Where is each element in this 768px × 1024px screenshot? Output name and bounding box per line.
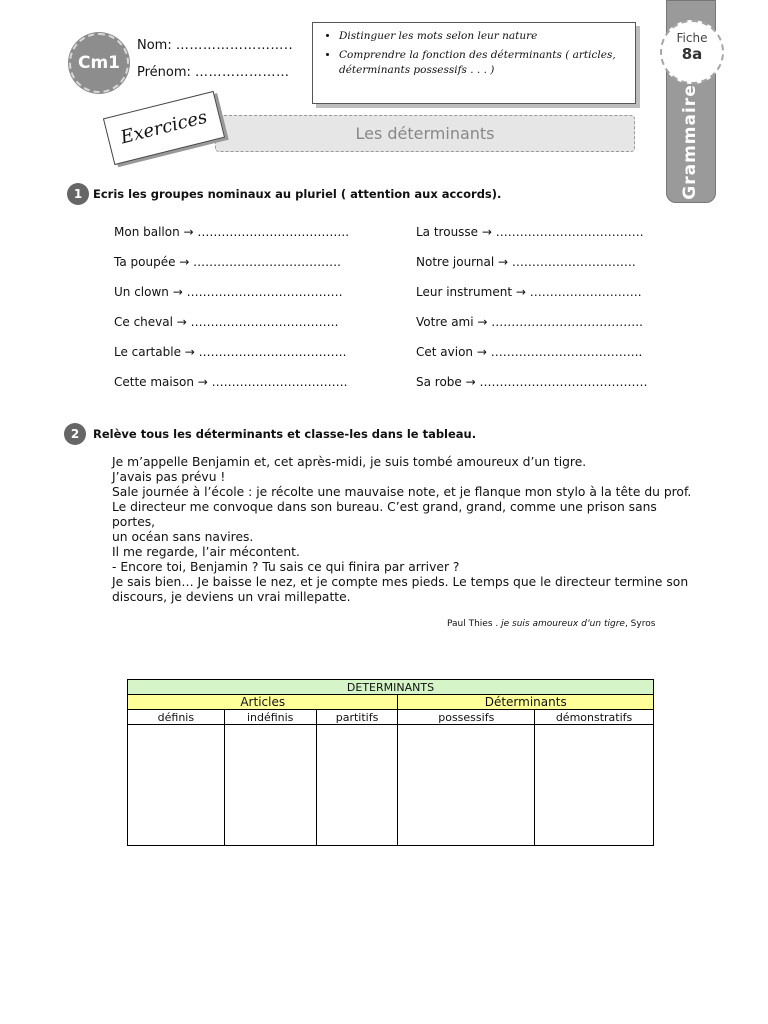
text-line: discours, je deviens un vrai millepatte. bbox=[112, 590, 351, 604]
group-header-determinants: Déterminants bbox=[398, 695, 654, 710]
source-credit bbox=[447, 619, 655, 629]
column-header: indéfinis bbox=[224, 710, 316, 725]
column-header: partitifs bbox=[316, 710, 398, 725]
group-header-articles: Articles bbox=[128, 695, 398, 710]
objectives-box bbox=[312, 22, 636, 104]
list-item[interactable]: Mon ballon → ……………………………….. bbox=[114, 225, 350, 239]
answer-cell[interactable] bbox=[535, 725, 654, 846]
text-line: Je m’appelle Benjamin et, cet après-midi, je suis tombé amoureux d’un tigre. bbox=[112, 455, 587, 469]
fiche-label: Fiche bbox=[676, 31, 708, 45]
list-item[interactable]: Votre ami → ……………………………….. bbox=[416, 315, 643, 329]
firstname-field[interactable]: ………………… bbox=[195, 65, 290, 80]
table-title: DETERMINANTS bbox=[128, 680, 654, 695]
level-badge bbox=[69, 33, 129, 93]
list-item[interactable]: Le cartable → ………………………………. bbox=[114, 345, 347, 359]
text-line: Il me regarde, l’air mécontent. bbox=[112, 545, 300, 559]
text-line: J’avais pas prévu ! bbox=[112, 470, 226, 484]
name-line bbox=[137, 38, 293, 53]
exercise-number-icon: 1 bbox=[67, 183, 89, 205]
text-line: Je sais bien… Je baisse le nez, et je compte mes pieds. Le temps que le directeur termine son bbox=[112, 575, 689, 589]
column-header: démonstratifs bbox=[535, 710, 654, 725]
level-label: Cm1 bbox=[77, 53, 121, 73]
text-line: portes, bbox=[112, 515, 156, 529]
name-field[interactable]: …………………….. bbox=[175, 38, 294, 53]
list-item[interactable]: Cette maison → ……………………………. bbox=[114, 375, 348, 389]
credit-title: je suis amoureux d’un tigre bbox=[501, 619, 625, 629]
objective-item: • Comprendre la fonction des déterminants ( articles, déterminants possessifs . . . ) bbox=[339, 48, 635, 78]
list-item[interactable]: Cet avion → ……………………………….. bbox=[416, 345, 643, 359]
text-line: un océan sans navires. bbox=[112, 530, 254, 544]
page-title: Les déterminants bbox=[215, 115, 635, 152]
exercise1-instruction: Ecris les groupes nominaux au pluriel ( attention aux accords). bbox=[93, 187, 502, 201]
determinants-table bbox=[127, 679, 654, 846]
reading-text bbox=[112, 455, 712, 605]
answer-cell[interactable] bbox=[316, 725, 398, 846]
text-line: Sale journée à l’école : je récolte une mauvaise note, et je flanque mon stylo à la tête du prof. bbox=[112, 485, 692, 499]
text-line: - Encore toi, Benjamin ? Tu sais ce qui finira par arriver ? bbox=[112, 560, 460, 574]
firstname-label: Prénom: bbox=[137, 65, 191, 80]
list-item[interactable]: Leur instrument → ………………………. bbox=[416, 285, 642, 299]
firstname-line bbox=[137, 65, 290, 80]
credit-author: Paul Thies . bbox=[447, 619, 499, 629]
exercise-number-icon: 2 bbox=[64, 423, 86, 445]
fiche-number: 8a bbox=[681, 45, 703, 63]
name-label: Nom: bbox=[137, 38, 172, 53]
list-item[interactable]: Ta poupée → ………………………………. bbox=[114, 255, 341, 269]
column-header: possessifs bbox=[398, 710, 535, 725]
objective-item: • Distinguer les mots selon leur nature bbox=[339, 29, 635, 44]
text-line: Le directeur me convoque dans son bureau. C’est grand, grand, comme une prison sans bbox=[112, 500, 657, 514]
subject-label: Grammaire bbox=[680, 84, 700, 200]
list-item[interactable]: Notre journal → …………………………. bbox=[416, 255, 636, 269]
list-item[interactable]: Sa robe → …………………………………… bbox=[416, 375, 648, 389]
answer-cell[interactable] bbox=[224, 725, 316, 846]
credit-publisher: , Syros bbox=[624, 619, 656, 629]
list-item[interactable]: Ce cheval → ………………………………. bbox=[114, 315, 339, 329]
list-item[interactable]: Un clown → ………………………………… bbox=[114, 285, 343, 299]
list-item[interactable]: La trousse → ………………………………. bbox=[416, 225, 644, 239]
answer-cell[interactable] bbox=[128, 725, 225, 846]
column-header: définis bbox=[128, 710, 225, 725]
fiche-badge bbox=[660, 20, 724, 84]
exercise2-instruction: Relève tous les déterminants et classe-les dans le tableau. bbox=[93, 427, 477, 441]
answer-cell[interactable] bbox=[398, 725, 535, 846]
exercise-stamp: Exercices bbox=[103, 91, 225, 165]
